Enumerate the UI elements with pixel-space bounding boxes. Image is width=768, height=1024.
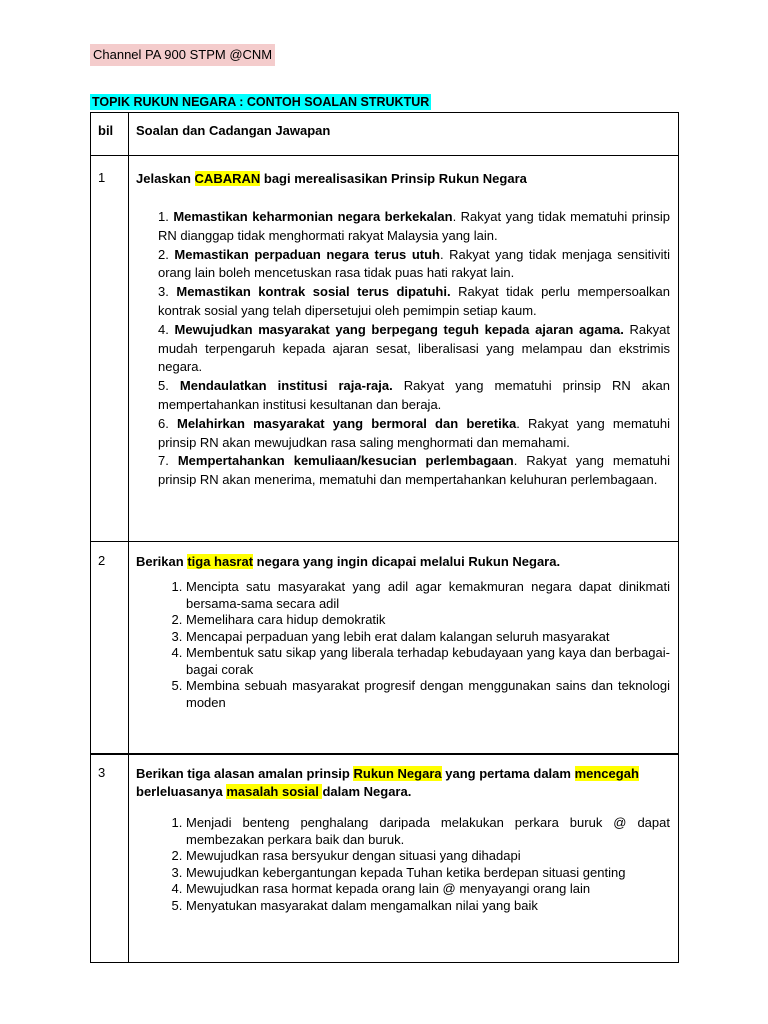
question-text: Jelaskan CABARAN bagi merealisasikan Prinsip Rukun Negara xyxy=(136,171,527,186)
question-text: Berikan tiga alasan amalan prinsip Rukun Negara yang pertama dalam mencegah berleluasanya masalah sosial dalam Negara. xyxy=(136,766,639,799)
question-table xyxy=(90,112,679,963)
list-item: 4. Mewujudkan rasa hormat kepada orang lain @ menyayangi orang lain xyxy=(186,881,670,898)
header-bil: bil xyxy=(91,113,129,156)
list-item: 4. Membentuk satu sikap yang liberala terhadap kebudayaan yang kaya dan berbagai-bagai corak xyxy=(186,645,670,678)
list-item: 2. Memelihara cara hidup demokratik xyxy=(186,612,670,629)
highlight: Rukun Negara xyxy=(353,766,442,781)
answer-list xyxy=(136,579,670,711)
channel-label: Channel PA 900 STPM @CNM xyxy=(90,44,275,66)
row-number: 3 xyxy=(91,754,129,963)
answer-list xyxy=(136,815,670,914)
table-row xyxy=(91,754,679,963)
list-item: 3. Memastikan kontrak sosial terus dipatuhi. Rakyat tidak perlu mempersoalkan kontrak sosial yang telah dipersetujui oleh pemimpin setiap kaum. xyxy=(158,284,670,318)
list-item: 2. Mewujudkan rasa bersyukur dengan situasi yang dihadapi xyxy=(186,848,670,865)
highlight: mencegah xyxy=(574,766,639,781)
topic-heading: TOPIK RUKUN NEGARA : CONTOH SOALAN STRUKTUR xyxy=(92,95,430,109)
list-item: 6. Melahirkan masyarakat yang bermoral dan beretika. Rakyat yang mematuhi prinsip RN akan mewujudkan rasa saling menghormati dan memahami. xyxy=(158,415,670,450)
row-content xyxy=(129,754,679,963)
list-item: 1. Memastikan keharmonian negara berkekalan. Rakyat yang tidak mematuhi prinsip RN dianggap tidak menghormati rakyat Malaysia yang lain. xyxy=(158,209,670,243)
list-item: 2. Memastikan perpaduan negara terus utuh. Rakyat yang tidak menjaga sensitiviti orang lain boleh mencetuskan rasa tidak puas hati rakyat lain. xyxy=(158,246,670,281)
question-text: Berikan tiga hasrat negara yang ingin dicapai melalui Rukun Negara. xyxy=(136,554,561,569)
row-content xyxy=(129,156,679,542)
list-item: 4. Mewujudkan masyarakat yang berpegang teguh kepada ajaran agama. Rakyat mudah terpengaruh kepada ajaran sesat, liberalisasi yang melampau dan ekstrimis negara. xyxy=(158,321,670,375)
highlight: tiga hasrat xyxy=(187,554,254,569)
row-number: 1 xyxy=(91,156,129,542)
answer-list xyxy=(158,208,670,490)
table-header-row xyxy=(91,113,679,156)
list-item: 3. Mewujudkan kebergantungan kepada Tuhan ketika berdepan situasi genting xyxy=(186,865,670,882)
highlight: masalah sosial xyxy=(226,784,323,799)
row-content xyxy=(129,542,679,755)
list-item: 5. Membina sebuah masyarakat progresif dengan menggunakan sains dan teknologi moden xyxy=(186,678,670,711)
highlight: CABARAN xyxy=(194,171,261,186)
list-item: 3. Mencapai perpaduan yang lebih erat dalam kalangan seluruh masyarakat xyxy=(186,629,670,646)
row-number: 2 xyxy=(91,542,129,755)
list-item: 1. Menjadi benteng penghalang daripada melakukan perkara buruk @ dapat membezakan perkara baik dan buruk. xyxy=(186,815,670,848)
list-item: 1. Mencipta satu masyarakat yang adil agar kemakmuran negara dapat dinikmati bersama-sama secara adil xyxy=(186,579,670,612)
header-content: Soalan dan Cadangan Jawapan xyxy=(129,113,679,156)
list-item: 7. Mempertahankan kemuliaan/kesucian perlembagaan. Rakyat yang mematuhi prinsip RN akan menerima, mematuhi dan mempertahankan keluhuran perlembagaan. xyxy=(158,453,670,488)
list-item: 5. Menyatukan masyarakat dalam mengamalkan nilai yang baik xyxy=(186,898,670,915)
list-item: 5. Mendaulatkan institusi raja-raja. Rakyat yang mematuhi prinsip RN akan mempertahankan institusi kesultanan dan beraja. xyxy=(158,378,670,412)
table-row xyxy=(91,542,679,755)
table-row xyxy=(91,156,679,542)
